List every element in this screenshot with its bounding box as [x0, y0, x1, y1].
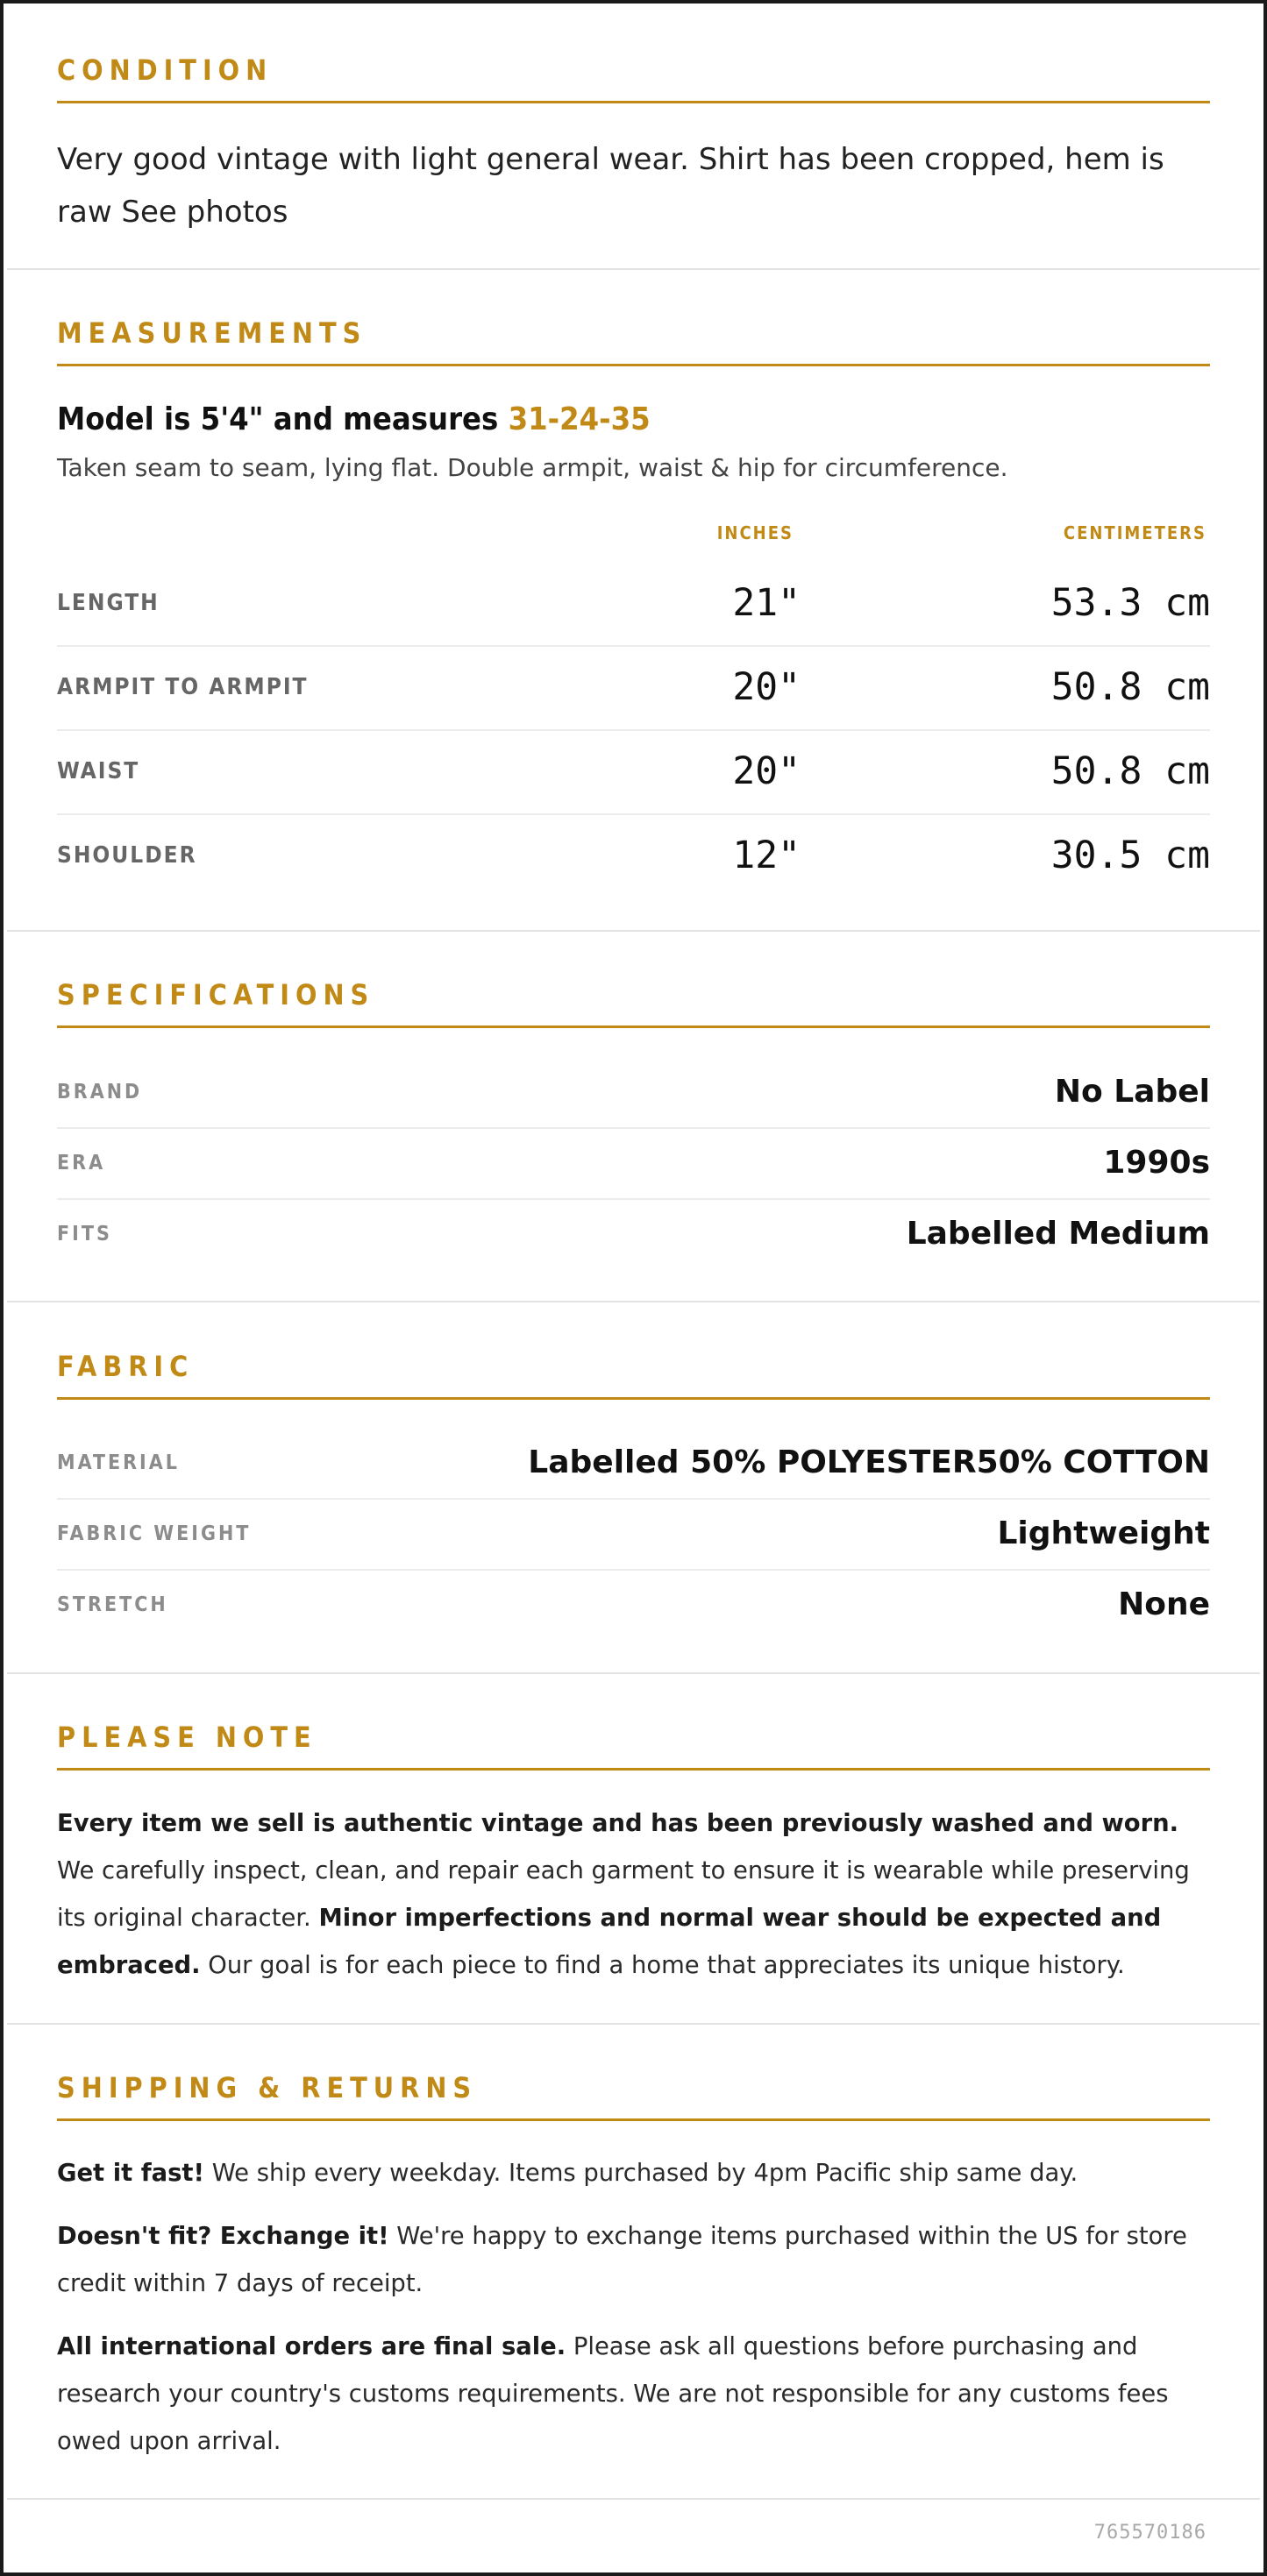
measurements-subtitle: Taken seam to seam, lying flat. Double armpit, waist & hip for circumference.: [57, 453, 1008, 482]
shipping-paragraph-fast: [57, 2150, 1210, 2197]
fabric-row-weight: [57, 1499, 1210, 1571]
fabric-heading: FABRIC: [57, 1350, 195, 1383]
measurement-inches: 20": [732, 665, 801, 709]
shipping-emphasis: All international orders are final sale.: [57, 2333, 566, 2360]
model-prefix: Model is 5'4" and measures: [57, 401, 509, 437]
measurement-label: ARMPIT TO ARMPIT: [57, 674, 309, 700]
measurement-inches: 12": [732, 834, 801, 877]
shipping-emphasis: Doesn't fit? Exchange it!: [57, 2223, 389, 2250]
measurement-inches: 21": [732, 581, 801, 625]
fabric-row-material: [57, 1428, 1210, 1500]
measurement-cm: 53.3 cm: [1050, 581, 1210, 625]
please-note-text: [57, 1800, 1210, 1990]
measurements-rule: [57, 364, 1210, 366]
spec-value: 1990s: [1103, 1145, 1210, 1181]
item-code: 765570186: [1093, 2522, 1206, 2544]
measurement-label: SHOULDER: [57, 842, 197, 869]
measurement-cm: 50.8 cm: [1050, 665, 1210, 709]
note-text: We carefully inspect, clean, and repair each garment to ensure it is wearable while preserving its original character.: [57, 1857, 1190, 1932]
shipping-emphasis: Get it fast!: [57, 2160, 204, 2187]
spec-value: No Label: [1054, 1074, 1210, 1110]
please-note-rule: [57, 1768, 1210, 1771]
section-divider: [7, 268, 1260, 270]
fabric-row-stretch: [57, 1570, 1210, 1640]
spec-value: Labelled Medium: [906, 1216, 1210, 1252]
section-divider: [7, 1301, 1260, 1302]
spec-row-brand: [57, 1057, 1210, 1129]
measurement-cm: 30.5 cm: [1050, 834, 1210, 877]
centimeters-column-header: CENTIMETERS: [1063, 522, 1206, 543]
measurement-row-length: [57, 562, 1210, 647]
condition-rule: [57, 101, 1210, 103]
fabric-value: Labelled 50% POLYESTER50% COTTON: [528, 1444, 1210, 1480]
fabric-label: STRETCH: [57, 1593, 168, 1616]
shipping-heading: SHIPPING & RETURNS: [57, 2071, 478, 2104]
specifications-heading: SPECIFICATIONS: [57, 978, 375, 1011]
shipping-text: We're happy to exchange items purchased within the US for store credit within 7 days of receipt.: [57, 2223, 1187, 2297]
measurement-cm: 50.8 cm: [1050, 749, 1210, 793]
note-text: Our goal is for each piece to find a home that appreciates its unique history.: [200, 1952, 1125, 1979]
spec-label: FITS: [57, 1223, 112, 1245]
specifications-rule: [57, 1025, 1210, 1028]
section-divider: [7, 2498, 1260, 2500]
section-divider: [7, 2023, 1260, 2025]
note-emphasis: Every item we sell is authentic vintage and has been previously washed and worn.: [57, 1810, 1179, 1837]
please-note-heading: PLEASE NOTE: [57, 1721, 317, 1754]
measurement-label: WAIST: [57, 758, 140, 784]
measurement-row-waist: [57, 730, 1210, 815]
spec-row-fits: [57, 1199, 1210, 1269]
fabric-value: None: [1118, 1586, 1210, 1622]
fabric-value: Lightweight: [997, 1515, 1210, 1551]
measurement-inches: 20": [732, 749, 801, 793]
fabric-label: FABRIC WEIGHT: [57, 1522, 252, 1545]
shipping-text: Please ask all questions before purchasing and research your country's customs requirements. We are not responsible for any customs fees owed upon arrival.: [57, 2333, 1169, 2455]
spec-label: ERA: [57, 1152, 106, 1174]
measurement-label: LENGTH: [57, 590, 160, 616]
fabric-rule: [57, 1397, 1210, 1400]
shipping-rule: [57, 2118, 1210, 2121]
inches-column-header: INCHES: [716, 522, 794, 543]
section-divider: [7, 1672, 1260, 1674]
shipping-paragraph-international: [57, 2324, 1210, 2466]
condition-text: Very good vintage with light general wear. Shirt has been cropped, hem is raw See photos: [57, 142, 1164, 230]
model-info: [57, 398, 1210, 442]
section-divider: [7, 930, 1260, 932]
fabric-label: MATERIAL: [57, 1451, 180, 1474]
model-measures: 31-24-35: [508, 401, 651, 437]
condition-heading: CONDITION: [57, 53, 274, 87]
spec-row-era: [57, 1128, 1210, 1200]
note-emphasis: Minor imperfections and normal wear should be expected and embraced.: [57, 1905, 1162, 1979]
spec-label: BRAND: [57, 1081, 143, 1103]
measurement-row-shoulder: [57, 814, 1210, 898]
measurement-row-armpit: [57, 646, 1210, 731]
shipping-text: We ship every weekday. Items purchased by 4pm Pacific ship same day.: [204, 2160, 1078, 2187]
measurements-heading: MEASUREMENTS: [57, 316, 367, 350]
shipping-paragraph-exchange: [57, 2213, 1210, 2308]
